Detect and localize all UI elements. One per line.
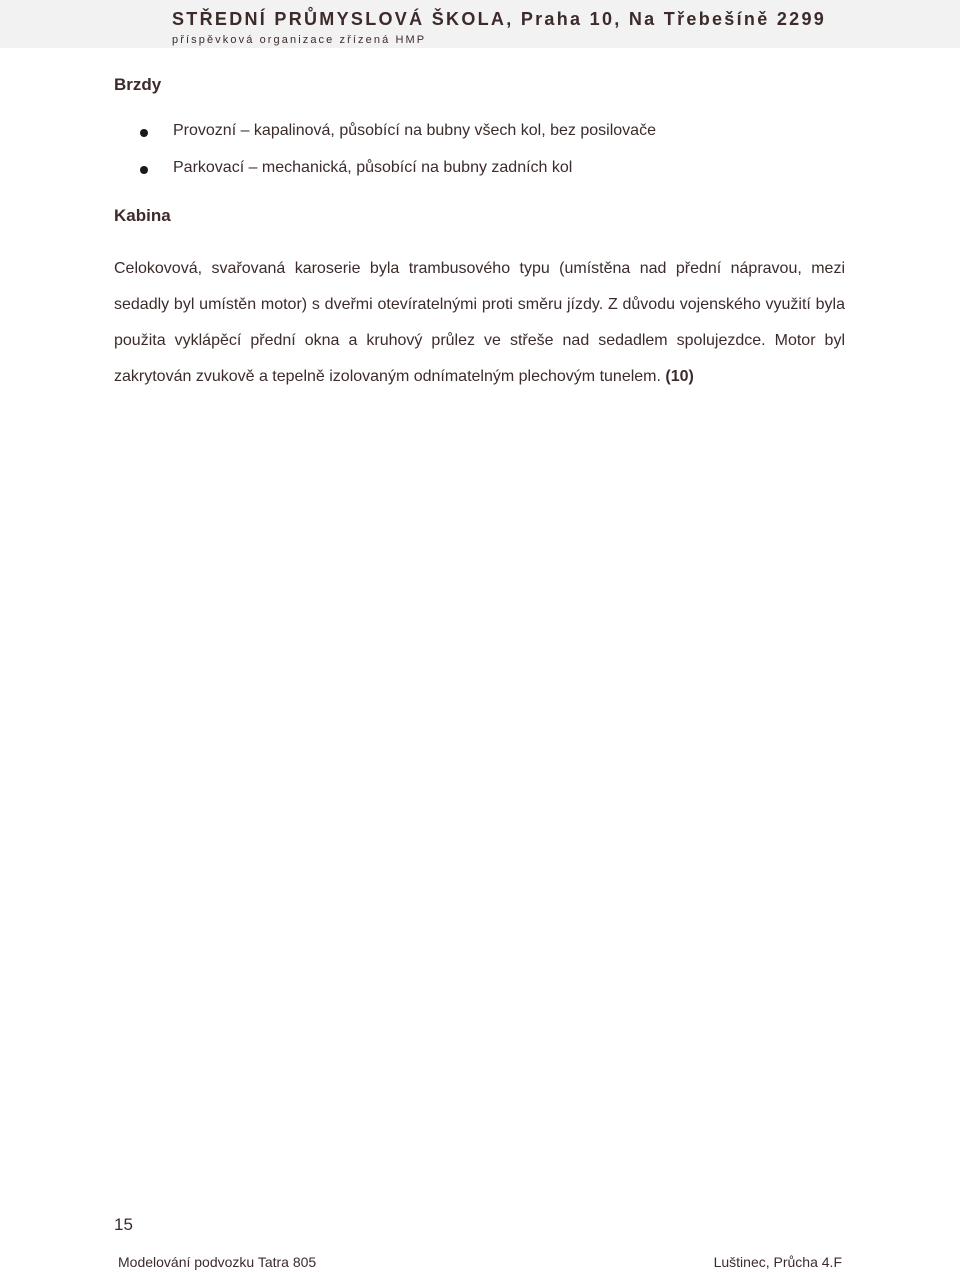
- school-name: STŘEDNÍ PRŮMYSLOVÁ ŠKOLA, Praha 10, Na Třebešíně 2299: [172, 9, 827, 29]
- page-number: 15: [114, 1215, 133, 1234]
- footer-authors: Luštinec, Průcha 4.F: [713, 1254, 842, 1270]
- footer-document-title: Modelování podvozku Tatra 805: [118, 1254, 317, 1270]
- section-heading-brzdy: Brzdy: [114, 75, 162, 94]
- bullet-icon: [140, 129, 148, 137]
- kabina-paragraph: [114, 251, 845, 395]
- section-heading-kabina: Kabina: [114, 206, 171, 225]
- citation-reference: (10): [665, 368, 694, 385]
- kabina-paragraph-text: Celokovová, svařovaná karoserie byla trambusového typu (umístěna nad přední nápravou, mezi sedadly byl umístěn motor) s dveřmi otevíratelnými proti směru jízdy. Z důvodu vojenského využití byla použita vyklápěcí přední okna a kruhový průlez ve střeše nad sedadlem spolujezdce. Motor byl zakrytován zvukově a tepelně izolovaným odnímatelným plechovým tunelem.: [114, 260, 845, 385]
- page-header: [0, 0, 960, 48]
- list-item-text: Provozní – kapalinová, působící na bubny všech kol, bez posilovače: [173, 122, 656, 139]
- school-subtitle: příspěvková organizace zřízená HMP: [172, 34, 427, 46]
- bullet-icon: [140, 166, 148, 174]
- list-item-text: Parkovací – mechanická, působící na bubny zadních kol: [173, 159, 573, 176]
